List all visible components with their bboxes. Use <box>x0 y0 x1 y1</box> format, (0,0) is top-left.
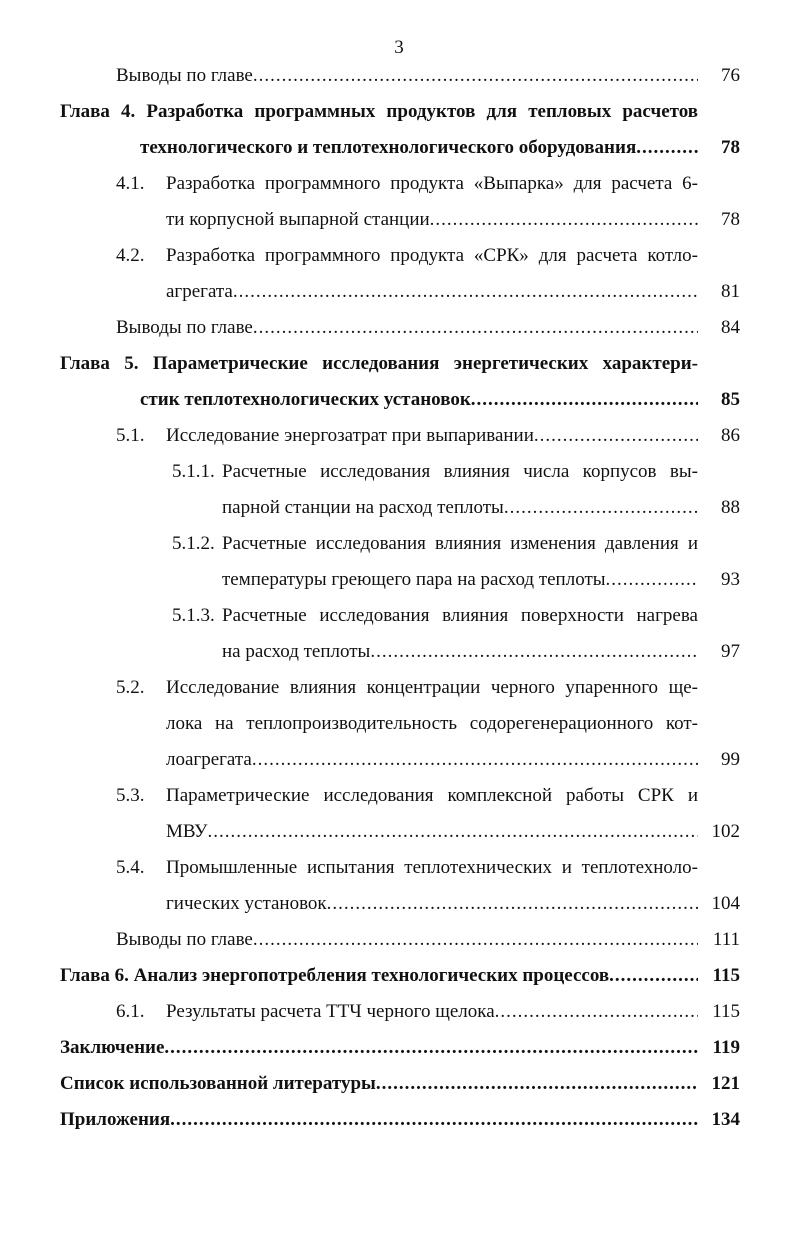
toc-page-number: 76 <box>721 65 740 86</box>
toc-entry-text: Промышленные испытания теплотехнических и теплотехноло- <box>166 857 698 878</box>
toc-entry-number: 6.1. <box>116 1001 145 1022</box>
toc-line <box>0 274 798 310</box>
toc-line <box>0 958 798 994</box>
toc-entry-text: МВУ <box>166 821 208 842</box>
toc-line <box>0 850 798 886</box>
dot-leader <box>471 382 698 418</box>
toc-line <box>0 1030 798 1066</box>
toc-entry-title <box>166 886 698 922</box>
toc-page-number: 121 <box>711 1073 740 1094</box>
toc-entry-text: Параметрические исследования комплексной работы СРК и <box>166 785 698 806</box>
toc-page-number: 99 <box>721 749 740 770</box>
toc-page-number: 111 <box>712 929 740 950</box>
toc-line <box>0 994 798 1030</box>
dot-leader <box>253 922 698 958</box>
toc-line <box>0 778 798 814</box>
toc-entry-text: Глава 6. Анализ энергопотребления технологических процессов <box>60 965 610 986</box>
toc-line <box>0 562 798 598</box>
toc-entry-text: Результаты расчета ТТЧ черного щелока <box>166 1001 495 1022</box>
toc-entry-title <box>166 814 698 850</box>
toc-entry-title <box>140 130 698 166</box>
toc-entry-text: Глава 5. Параметрические исследования энергетических характери- <box>60 353 698 374</box>
toc-line <box>0 706 798 742</box>
toc-entry-text: Расчетные исследования влияния числа корпусов вы- <box>222 461 698 482</box>
toc-entry-text: Выводы по главе <box>116 65 253 86</box>
toc-page-number: 97 <box>721 641 740 662</box>
toc-entry-number: 5.3. <box>116 785 145 806</box>
toc-line <box>0 1102 798 1138</box>
toc-entry-title <box>60 958 698 994</box>
toc-entry-title <box>222 634 698 670</box>
toc-entry-title <box>60 1066 698 1102</box>
toc-entry-text: Исследование влияния концентрации черного упаренного ще- <box>166 677 698 698</box>
dot-leader <box>233 274 698 310</box>
toc-entry-title <box>166 418 698 454</box>
toc-page-number: 102 <box>711 821 740 842</box>
toc-entry-number: 5.1.2. <box>172 533 215 554</box>
toc-entry-number: 5.1.1. <box>172 461 215 482</box>
toc-line <box>0 670 798 706</box>
toc-entry-text: лока на теплопроизводительность содорегенерационного кот- <box>166 713 698 734</box>
toc-entry-title <box>166 274 698 310</box>
toc-entry-title <box>166 202 698 238</box>
toc-line <box>0 886 798 922</box>
dot-leader <box>609 958 698 994</box>
toc-page-number: 134 <box>711 1109 740 1130</box>
toc-entry-text: парной станции на расход теплоты <box>222 497 504 518</box>
toc-page-number: 119 <box>712 1037 740 1058</box>
toc-line <box>0 166 798 202</box>
toc-entry-number: 4.1. <box>116 173 145 194</box>
toc-entry-text: Разработка программного продукта «Выпарка» для расчета 6- <box>166 173 698 194</box>
toc-entry-number: 5.1. <box>116 425 145 446</box>
toc-page-number: 115 <box>712 1001 740 1022</box>
toc-entry-text: Выводы по главе <box>116 929 253 950</box>
toc-line <box>0 202 798 238</box>
toc-line <box>0 130 798 166</box>
toc-entry-text: температуры греющего пара на расход теплоты <box>222 569 606 590</box>
toc-entry-text: лоагрегата <box>166 749 252 770</box>
toc-line <box>0 454 798 490</box>
toc-entry-text: ти корпусной выпарной станции <box>166 209 430 230</box>
dot-leader <box>534 418 698 454</box>
dot-leader <box>376 1066 698 1102</box>
dot-leader <box>504 490 698 526</box>
toc-entry-title <box>60 1102 698 1138</box>
dot-leader <box>370 634 698 670</box>
toc-entry-text: Заключение <box>60 1037 165 1058</box>
toc-entry-text: Разработка программного продукта «СРК» для расчета котло- <box>166 245 698 266</box>
toc-entry-text: технологического и теплотехнологического оборудования <box>140 137 637 158</box>
toc-entry-text: на расход теплоты <box>222 641 371 662</box>
toc-entry-text: Глава 4. Разработка программных продуктов для тепловых расчетов <box>60 101 698 122</box>
toc-line <box>0 238 798 274</box>
toc-entry-title <box>166 742 698 778</box>
toc-entry-number: 5.4. <box>116 857 145 878</box>
toc-line <box>0 418 798 454</box>
toc-entry-text: гических установок <box>166 893 327 914</box>
toc-entry-title <box>60 1030 698 1066</box>
toc-page-number: 81 <box>721 281 740 302</box>
dot-leader <box>207 814 698 850</box>
toc-line <box>0 814 798 850</box>
toc-line <box>0 1066 798 1102</box>
dot-leader <box>495 994 698 1030</box>
toc-entry-text: Расчетные исследования влияния поверхности нагрева <box>222 605 698 626</box>
toc-entry-text: Расчетные исследования влияния изменения давления и <box>222 533 698 554</box>
toc-line <box>0 526 798 562</box>
toc-entry-title <box>140 382 698 418</box>
toc-line <box>0 346 798 382</box>
toc-page-number: 85 <box>721 389 740 410</box>
dot-leader <box>170 1102 698 1138</box>
toc-entry-number: 4.2. <box>116 245 145 266</box>
dot-leader <box>252 742 698 778</box>
toc-entry-number: 5.1.3. <box>172 605 215 626</box>
toc-entry-text: Исследование энергозатрат при выпаривании <box>166 425 534 446</box>
dot-leader <box>636 130 698 166</box>
dot-leader <box>253 58 698 94</box>
toc-entry-text: Список использованной литературы <box>60 1073 376 1094</box>
toc-line <box>0 598 798 634</box>
toc-entry-text: Приложения <box>60 1109 171 1130</box>
toc-line <box>0 58 798 94</box>
toc-entry-title <box>116 310 698 346</box>
toc-entry-text: стик теплотехнологических установок <box>140 389 471 410</box>
toc-line <box>0 310 798 346</box>
toc-entry-title <box>222 490 698 526</box>
toc-entry-number: 5.2. <box>116 677 145 698</box>
toc-entry-text: агрегата <box>166 281 233 302</box>
toc-line <box>0 922 798 958</box>
toc-line <box>0 94 798 130</box>
toc-page-number: 86 <box>721 425 740 446</box>
toc-entry-title <box>166 994 698 1030</box>
dot-leader <box>327 886 698 922</box>
toc-line <box>0 490 798 526</box>
dot-leader <box>164 1030 698 1066</box>
toc-entry-text: Выводы по главе <box>116 317 253 338</box>
dot-leader <box>430 202 698 238</box>
toc-page-number: 93 <box>721 569 740 590</box>
dot-leader <box>606 562 698 598</box>
toc-page-number: 88 <box>721 497 740 518</box>
toc-page-number: 84 <box>721 317 740 338</box>
toc-entry-title <box>116 922 698 958</box>
toc-line <box>0 742 798 778</box>
page-number: 3 <box>394 37 404 58</box>
toc-line <box>0 634 798 670</box>
toc-entry-title <box>116 58 698 94</box>
toc-page-number: 78 <box>721 137 740 158</box>
toc-page-number: 104 <box>711 893 740 914</box>
toc-page-number: 115 <box>712 965 740 986</box>
toc-line <box>0 382 798 418</box>
toc-entry-title <box>222 562 698 598</box>
toc-page-number: 78 <box>721 209 740 230</box>
dot-leader <box>253 310 698 346</box>
